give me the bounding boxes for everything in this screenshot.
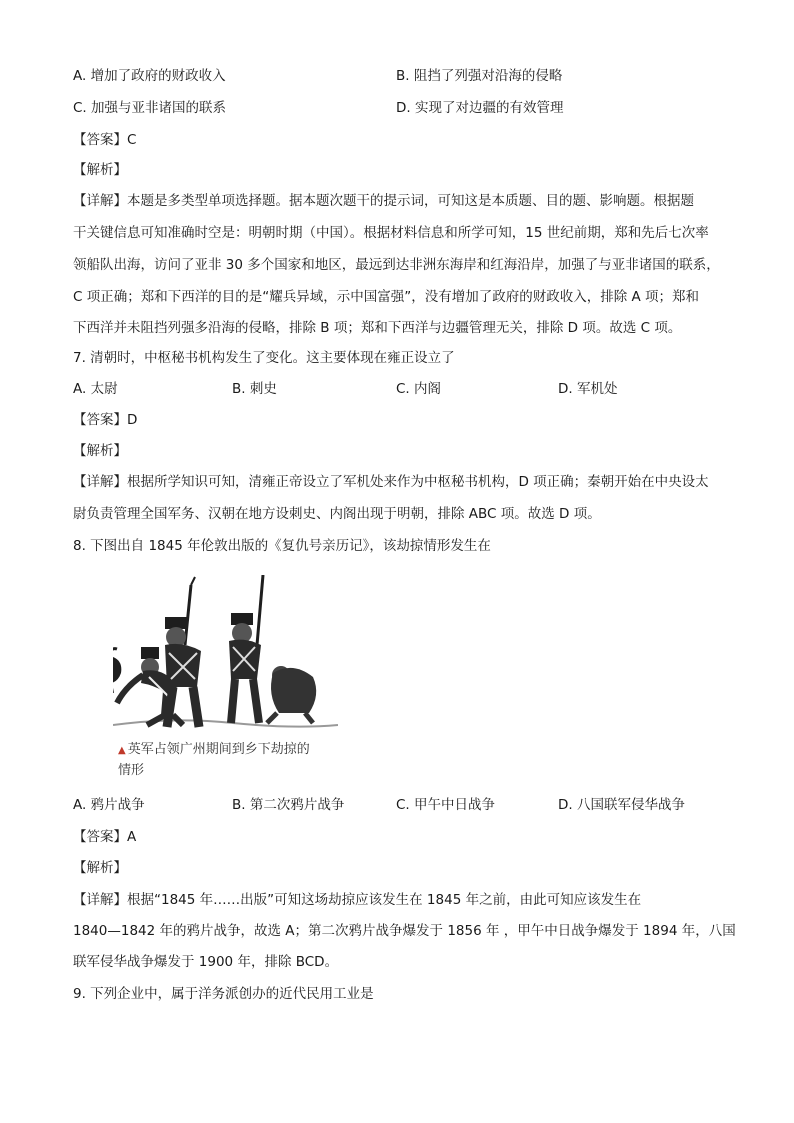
q8-analysis-label: 【解析】: [73, 860, 127, 876]
q8-option-c: C. 甲午中日战争: [396, 797, 496, 813]
q7-stem: 7. 清朝时，中枢秘书机构发生了变化。这主要体现在雍正设立了: [73, 350, 455, 366]
soldier-rifle-icon: [165, 577, 201, 727]
soldier-standing-icon: [229, 575, 267, 723]
q8-option-b: B. 第二次鸦片战争: [232, 797, 345, 813]
q6-analysis-label: 【解析】: [73, 162, 127, 178]
q8-option-a: A. 鸦片战争: [73, 797, 145, 813]
q6-option-d: D. 实现了对边疆的有效管理: [396, 100, 564, 116]
q7-detail-line-1: 【详解】根据所学知识可知，清雍正帝设立了军机处来作为中枢秘书机构，D 项正确；秦朝开始在中央设太: [73, 474, 709, 490]
q8-detail-line-2: 1840—1842 年的鸦片战争，故选 A；第二次鸦片战争爆发于 1856 年 ，甲午中日战争爆发于 1894 年，八国: [73, 923, 736, 939]
villager-crouching-icon: [267, 666, 316, 723]
caption-line-2: 情形: [118, 763, 145, 778]
q6-detail-line-3: 领船队出海，访问了亚非 30 多个国家和地区，最远到达非洲东海岸和红海沿岸，加强了与亚非诸国的联系，: [73, 257, 720, 273]
rooster-icon: [113, 649, 121, 693]
q8-detail-line-3: 联军侵华战争爆发于 1900 年，排除 BCD。: [73, 954, 339, 970]
q7-option-a: A. 太尉: [73, 381, 118, 397]
q7-detail-line-2: 尉负责管理全国军务、汉朝在地方设刺史、内阁出现于明朝，排除 ABC 项。故选 D 项。: [73, 506, 601, 522]
q6-option-a: A. 增加了政府的财政收入: [73, 68, 226, 84]
q6-answer: 【答案】C: [73, 132, 137, 148]
q6-option-c: C. 加强与亚非诸国的联系: [73, 100, 227, 116]
q6-detail-line-2: 干关键信息可知准确时空是：明朝时期（中国）。根据材料信息和所学可知，15 世纪前期，郑和先后七次率: [73, 225, 709, 241]
q7-answer: 【答案】D: [73, 412, 138, 428]
triangle-marker-icon: ▲: [118, 745, 126, 756]
q6-option-b: B. 阻挡了列强对沿海的侵略: [396, 68, 563, 84]
caption-line-1: 英军占领广州期间到乡下劫掠的: [127, 742, 310, 757]
q7-analysis-label: 【解析】: [73, 443, 127, 459]
q6-detail-line-4: C 项正确；郑和下西洋的目的是“耀兵异域，示中国富强”，没有增加了政府的财政收入，排除 A 项；郑和: [73, 289, 700, 305]
q7-option-d: D. 军机处: [558, 381, 618, 397]
figure-caption: [118, 740, 348, 781]
q9-stem: 9. 下列企业中，属于洋务派创办的近代民用工业是: [73, 986, 374, 1002]
q7-option-b: B. 刺史: [232, 381, 277, 397]
q8-detail-line-1: 【详解】根据“1845 年……出版”可知这场劫掠应该发生在 1845 年之前，由此可知应该发生在: [73, 892, 642, 908]
q6-detail-line-5: 下西洋并未阻挡列强多沿海的侵略，排除 B 项；郑和下西洋与边疆管理无关，排除 D 项。故选 C 项。: [73, 320, 682, 336]
q7-option-c: C. 内阁: [396, 381, 442, 397]
q8-answer: 【答案】A: [73, 829, 137, 845]
q6-detail-line-1: 【详解】本题是多类型单项选择题。据本题次题干的提示词，可知这是本质题、目的题、影响题。根据题: [73, 193, 694, 209]
q8-stem: 8. 下图出自 1845 年伦敦出版的《复仇号亲历记》，该劫掠情形发生在: [73, 538, 491, 554]
q8-option-d: D. 八国联军侵华战争: [558, 797, 685, 813]
